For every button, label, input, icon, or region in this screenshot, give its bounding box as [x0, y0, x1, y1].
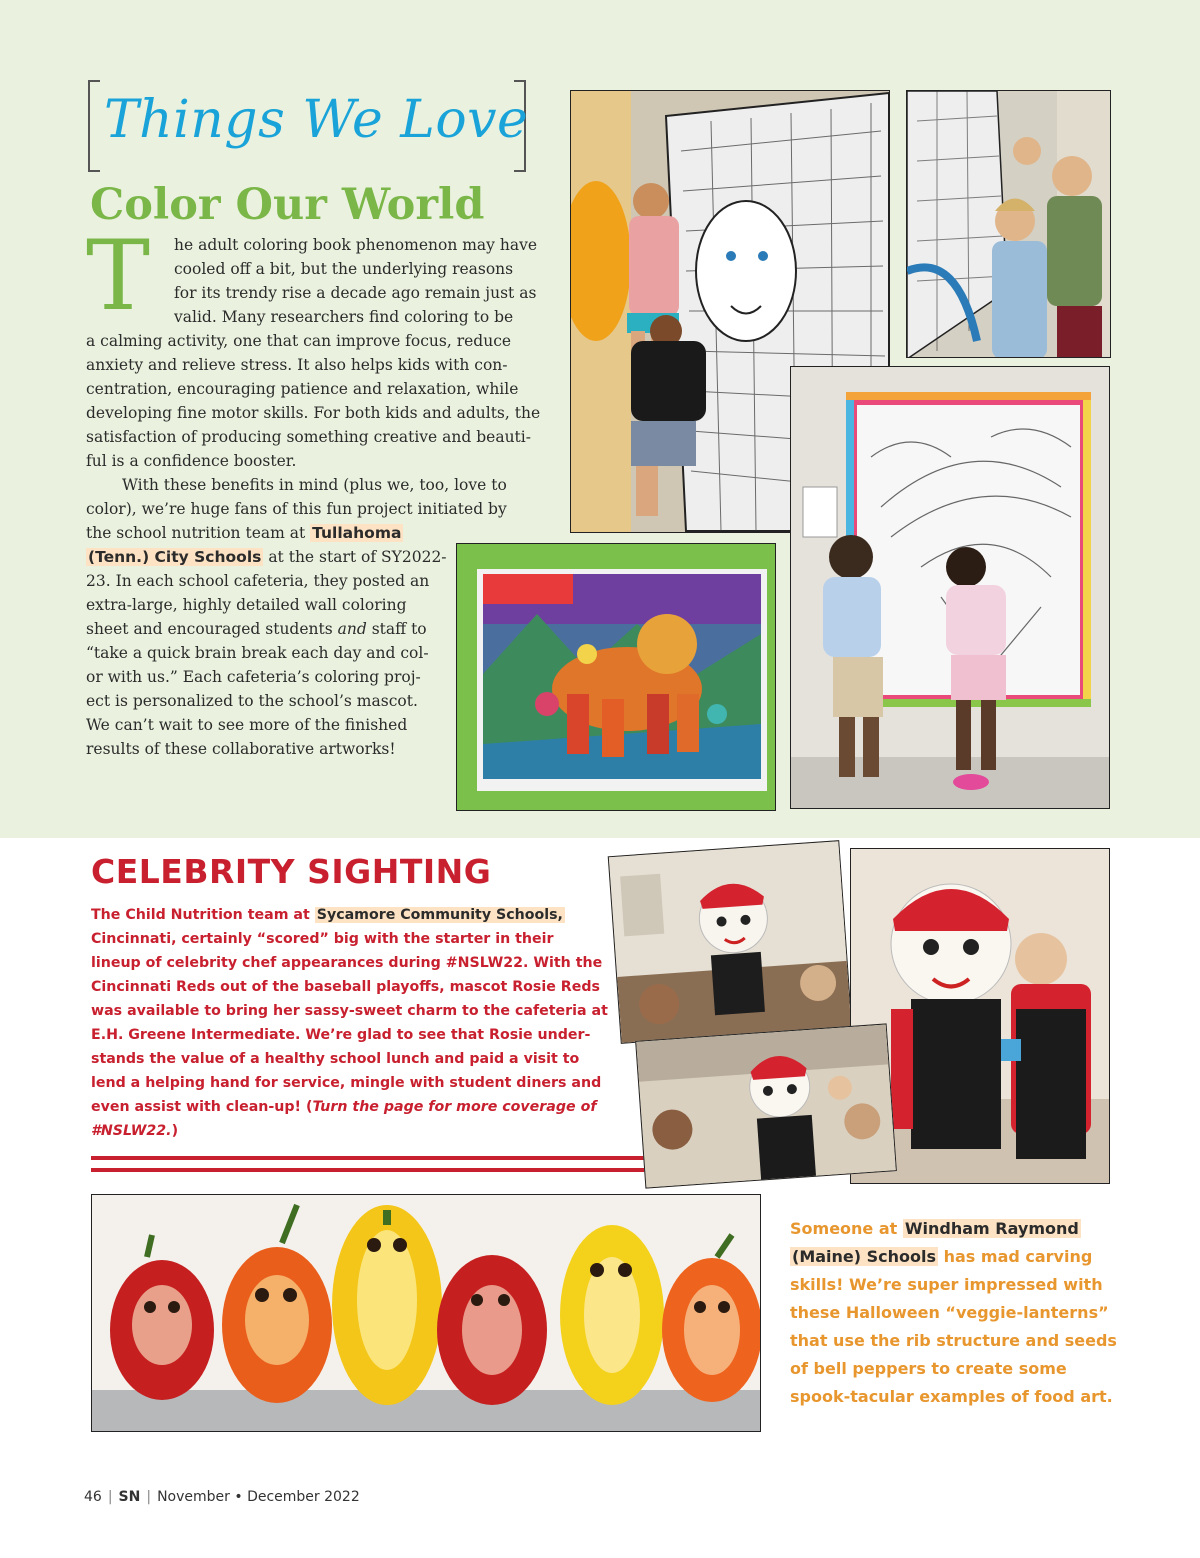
page-footer — [84, 1489, 360, 1505]
eagle-mural-illustration — [791, 367, 1110, 809]
body-line: color), we’re huge fans of this fun project initiated by — [86, 500, 507, 518]
article-headline: Color Our World — [90, 180, 485, 230]
pepper-line: these Halloween “veggie-lanterns” — [790, 1303, 1109, 1322]
celebrity-line: E.H. Greene Intermediate. We’re glad to see that Rosie under- — [91, 1027, 591, 1043]
school-highlight-windham-2: (Maine) Schools — [792, 1247, 937, 1266]
body-line: developing fine motor skills. For both kids and adults, the — [86, 404, 541, 422]
celebrity-text: even assist with clean-up! ( — [91, 1099, 313, 1115]
pepper-line: skills! We’re super impressed with — [790, 1275, 1103, 1294]
left-bracket — [88, 80, 100, 172]
body-text: staff to — [371, 620, 427, 638]
body-line: 23. In each school cafeteria, they posted an — [86, 572, 430, 590]
body-line: With these benefits in mind (plus we, too, love to — [122, 476, 507, 494]
bobcat-poster-illustration — [457, 544, 776, 811]
celebrity-line: Cincinnati, certainly “scored” big with the starter in their — [91, 931, 554, 947]
body-line: “take a quick brain break each day and col- — [86, 644, 429, 662]
body-line: centration, encouraging patience and relaxation, while — [86, 380, 519, 398]
issue-date: November • December 2022 — [157, 1489, 360, 1505]
body-line: or with us.” Each cafeteria’s coloring proj- — [86, 668, 421, 686]
body-line: results of these collaborative artworks! — [86, 740, 396, 758]
pepper-text: Someone at — [790, 1219, 898, 1238]
school-highlight-tullahoma: Tullahoma — [312, 524, 402, 542]
celebrity-line — [91, 1100, 597, 1114]
pepper-line: that use the rib structure and seeds — [790, 1331, 1117, 1350]
girls-coloring-illustration — [907, 91, 1111, 358]
photo-bell-peppers — [91, 1194, 761, 1432]
celebrity-text-italic: Turn the page for more coverage of — [312, 1099, 597, 1115]
drop-cap: T — [86, 220, 151, 332]
school-highlight-tullahoma-2: (Tenn.) City Schools — [88, 548, 262, 566]
pepper-line — [790, 1249, 1092, 1265]
body-line: ful is a confidence booster. — [86, 452, 297, 470]
body-line: satisfaction of producing something creative and beauti- — [86, 428, 531, 446]
pepper-line: spook-tacular examples of food art. — [790, 1387, 1113, 1406]
mascot-cafeteria-illustration — [609, 841, 852, 1044]
celebrity-text: ) — [171, 1123, 179, 1139]
celebrity-line — [91, 908, 565, 922]
body-text: the school nutrition team at — [86, 524, 306, 542]
body-line: We can’t wait to see more of the finished — [86, 716, 408, 734]
body-line: valid. Many researchers find coloring to be — [174, 308, 514, 326]
body-line — [86, 526, 403, 542]
school-highlight-sycamore: Sycamore Community Schools, — [316, 907, 563, 923]
celebrity-line: Cincinnati Reds out of the baseball playoffs, mascot Rosie Reds — [91, 979, 600, 995]
body-line: extra-large, highly detailed wall coloring — [86, 596, 407, 614]
body-line: a calming activity, one that can improve focus, reduce — [86, 332, 512, 350]
body-text-italic: and — [337, 620, 367, 638]
body-line: anxiety and relieve stress. It also helps kids with con- — [86, 356, 508, 374]
body-line: for its trendy rise a decade ago remain just as — [174, 284, 537, 302]
celebrity-line: lend a helping hand for service, mingle with student diners and — [91, 1075, 602, 1091]
body-line: he adult coloring book phenomenon may have — [174, 236, 538, 254]
celebrity-text-italic: #NSLW22. — [91, 1123, 172, 1139]
body-text: at the start of SY2022- — [268, 548, 447, 566]
body-line: ect is personalized to the school’s mascot. — [86, 692, 418, 710]
section-kicker: Things We Love — [104, 90, 529, 150]
celebrity-title: CELEBRITY SIGHTING — [91, 852, 492, 891]
photo-girls-coloring — [906, 90, 1111, 358]
photo-mascot-cafeteria-2 — [635, 1023, 897, 1188]
bell-peppers-illustration — [92, 1195, 761, 1432]
footer-separator: | — [107, 1489, 113, 1505]
publication-name: SN — [118, 1489, 141, 1505]
body-line: cooled off a bit, but the underlying reasons — [174, 260, 514, 278]
photo-eagle-mural — [790, 366, 1110, 809]
school-highlight-windham: Windham Raymond — [904, 1219, 1079, 1238]
celebrity-line: lineup of celebrity chef appearances during #NSLW22. With the — [91, 955, 603, 971]
celebrity-line: stands the value of a healthy school lunch and paid a visit to — [91, 1051, 580, 1067]
celebrity-text: The Child Nutrition team at — [91, 907, 310, 923]
footer-separator: | — [146, 1489, 152, 1505]
celebrity-line — [91, 1124, 178, 1138]
body-line — [86, 622, 427, 638]
photo-bobcat-poster — [456, 543, 776, 811]
pepper-line: of bell peppers to create some — [790, 1359, 1067, 1378]
mascot-cafeteria-2-illustration — [636, 1024, 897, 1188]
photo-mascot-cafeteria-1 — [608, 840, 853, 1044]
body-line — [86, 550, 447, 566]
pepper-line — [790, 1221, 1081, 1237]
pepper-text: has mad carving — [943, 1247, 1093, 1266]
page-number: 46 — [84, 1489, 102, 1505]
celebrity-line: was available to bring her sassy-sweet charm to the cafeteria at — [91, 1003, 608, 1019]
body-text: sheet and encouraged students — [86, 620, 333, 638]
